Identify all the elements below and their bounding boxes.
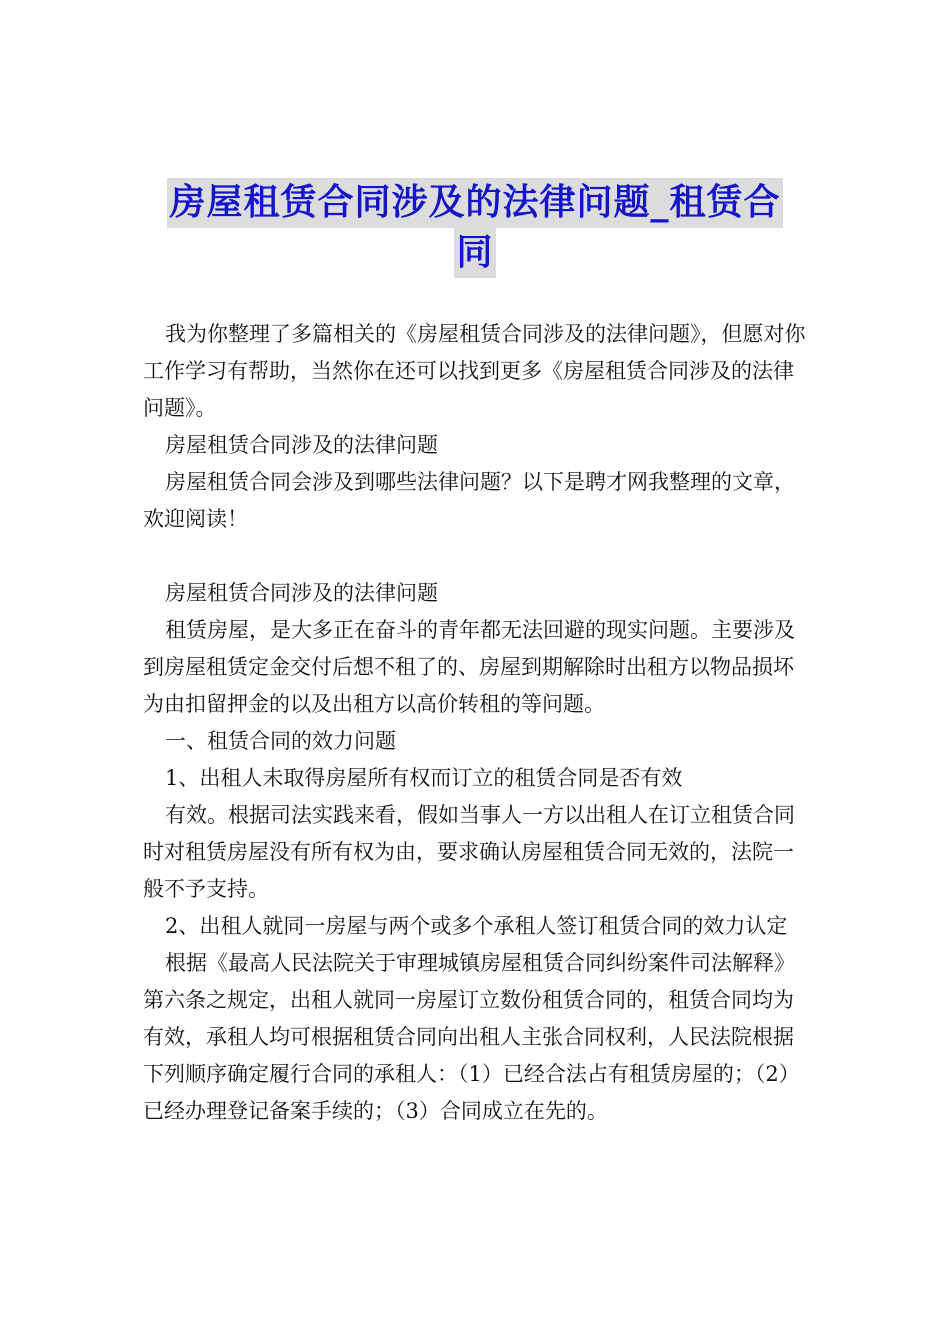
blank-line — [143, 538, 808, 575]
overview-paragraph: 租赁房屋，是大多正在奋斗的青年都无法回避的现实问题。主要涉及到房屋租赁定金交付后想不租了的、房屋到期解除时出租方以物品损坏为由扣留押金的以及出租方以高价转租的等问题。 — [143, 618, 795, 716]
question-1: 1、出租人未取得房屋所有权而订立的租赁合同是否有效 — [165, 766, 683, 790]
section-heading: 房屋租赁合同涉及的法律问题 — [165, 433, 438, 457]
document-body — [143, 316, 808, 1130]
heading-contract-validity: 一、租赁合同的效力问题 — [165, 729, 396, 753]
title-line-2: 同 — [454, 228, 495, 278]
intro-paragraph: 我为你整理了多篇相关的《房屋租赁合同涉及的法律问题》，但愿对你工作学习有帮助，当然你在还可以找到更多《房屋租赁合同涉及的法律问题》。 — [143, 322, 806, 420]
section-heading-repeat: 房屋租赁合同涉及的法律问题 — [165, 581, 438, 605]
lead-paragraph: 房屋租赁合同会涉及到哪些法律问题？以下是聘才网我整理的文章，欢迎阅读！ — [143, 470, 795, 531]
answer-2: 根据《最高人民法院关于审理城镇房屋租赁合同纠纷案件司法解释》第六条之规定，出租人就同一房屋订立数份租赁合同的，租赁合同均为有效，承租人均可根据租赁合同向出租人主张合同权利，人民法院根据下列顺序确定履行合同的承租人：（1）已经合法占有租赁房屋的；（2）已经办理登记备案手续的；（3）合同成立在先的。 — [143, 951, 800, 1123]
title-line-1: 房屋租赁合同涉及的法律问题_租赁合 — [167, 178, 782, 228]
document-title — [140, 178, 810, 278]
answer-1: 有效。根据司法实践来看，假如当事人一方以出租人在订立租赁合同时对租赁房屋没有所有权为由，要求确认房屋租赁合同无效的，法院一般不予支持。 — [143, 803, 795, 901]
question-2: 2、出租人就同一房屋与两个或多个承租人签订租赁合同的效力认定 — [165, 914, 788, 938]
